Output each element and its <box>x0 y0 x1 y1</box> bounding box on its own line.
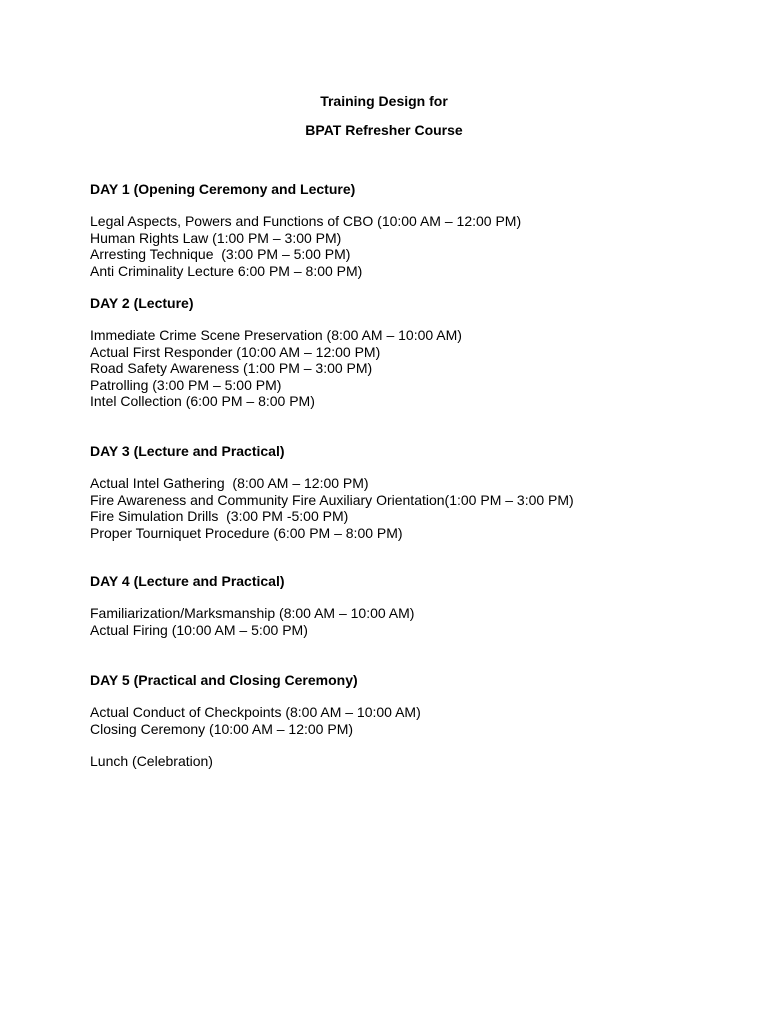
day-2-item: Actual First Responder (10:00 AM – 12:00 PM) <box>90 343 381 360</box>
day-2-section <box>90 295 730 410</box>
day-5-item: Actual Conduct of Checkpoints (8:00 AM – 10:00 AM) <box>90 704 421 720</box>
day-2-heading: DAY 2 (Lecture) <box>90 295 194 311</box>
day-1-section <box>90 181 730 279</box>
day-4-section <box>90 573 730 638</box>
day-1-item: Anti Criminality Lecture 6:00 PM – 8:00 PM) <box>90 262 363 279</box>
day-3-item: Fire Simulation Drills (3:00 PM -5:00 PM) <box>90 508 349 524</box>
day-3-item: Fire Awareness and Community Fire Auxiliary Orientation(1:00 PM – 3:00 PM) <box>90 491 574 508</box>
closing-note: Lunch (Celebration) <box>90 753 213 769</box>
day-2-item: Road Safety Awareness (1:00 PM – 3:00 PM) <box>90 360 373 376</box>
title-line-2: BPAT Refresher Course <box>305 122 463 138</box>
day-1-item: Human Rights Law (1:00 PM – 3:00 PM) <box>90 229 342 246</box>
day-2-item: Intel Collection (6:00 PM – 8:00 PM) <box>90 393 315 409</box>
day-5-item: Closing Ceremony (10:00 AM – 12:00 PM) <box>90 720 354 737</box>
day-3-heading: DAY 3 (Lecture and Practical) <box>90 443 285 459</box>
day-3-item: Proper Tourniquet Procedure (6:00 PM – 8:00 PM) <box>90 524 403 541</box>
day-4-heading: DAY 4 (Lecture and Practical) <box>90 573 285 589</box>
document-title <box>0 93 768 139</box>
title-line-1: Training Design for <box>320 93 448 109</box>
day-1-heading: DAY 1 (Opening Ceremony and Lecture) <box>90 181 356 197</box>
day-2-item: Patrolling (3:00 PM – 5:00 PM) <box>90 376 282 393</box>
day-5-section <box>90 672 730 737</box>
day-3-item: Actual Intel Gathering (8:00 AM – 12:00 PM) <box>90 475 369 491</box>
day-2-item: Immediate Crime Scene Preservation (8:00 AM – 10:00 AM) <box>90 327 462 343</box>
day-1-item: Arresting Technique (3:00 PM – 5:00 PM) <box>90 246 351 262</box>
day-3-section <box>90 443 730 541</box>
day-4-item: Actual Firing (10:00 AM – 5:00 PM) <box>90 621 308 638</box>
day-5-heading: DAY 5 (Practical and Closing Ceremony) <box>90 672 358 688</box>
day-1-item: Legal Aspects, Powers and Functions of CBO (10:00 AM – 12:00 PM) <box>90 213 522 229</box>
day-4-item: Familiarization/Marksmanship (8:00 AM – 10:00 AM) <box>90 605 415 621</box>
